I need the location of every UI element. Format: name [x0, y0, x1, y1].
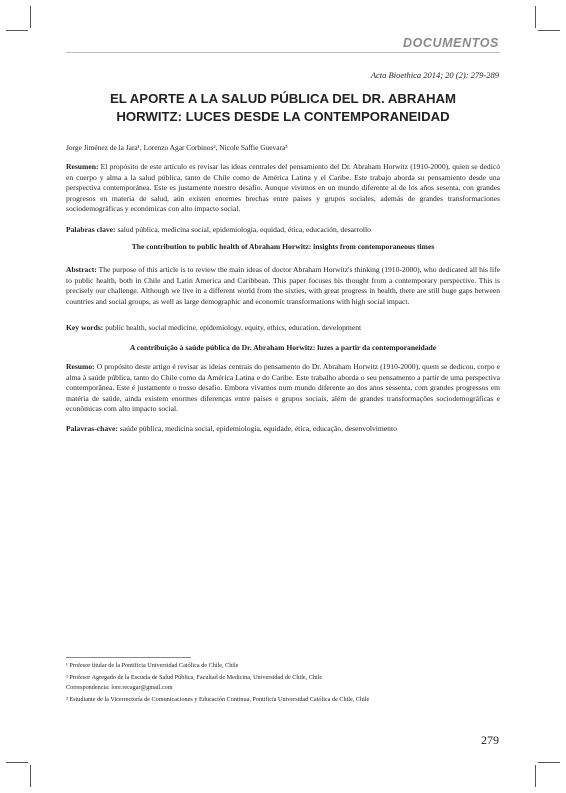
english-abstract — [66, 265, 500, 307]
title-line: HORWITZ: LUCES DESDE LA CONTEMPORANEIDAD — [116, 109, 450, 124]
keywords-lead: Key words: — [66, 323, 104, 332]
portuguese-title: A contribuição à saúde pública do Dr. Abraham Horwitz: luzes a partir da contemporaneidade — [129, 343, 437, 352]
crop-mark — [30, 6, 31, 28]
portuguese-keywords — [66, 424, 500, 435]
keywords-lead: Palavras-chave: — [66, 424, 118, 433]
section-label: DOCUMENTOS — [402, 36, 499, 50]
abstract-text: The purpose of this article is to review the main ideas of doctor Abraham Horwitz's thinking (1910-2000), who dedicated all his life to public health, both in Chile and Latin America and Caribbean. This paper focuses his thought from a contemporary perspective. This is precisely our challenge. Although we live in a different world from the sixties, with great progress in health, there are still huge gaps between countries and social groups, as well as large demographic and economic transformations with high social impact. — [66, 265, 500, 306]
spanish-keywords — [66, 225, 500, 236]
abstract-lead: Resumo: — [66, 362, 95, 371]
spanish-abstract — [66, 162, 500, 215]
english-title: The contribution to public health of Abraham Horwitz: insights from contemporaneous times — [131, 242, 435, 251]
portuguese-abstract — [66, 362, 500, 415]
footnote: ² Profesor Agregado de la Escuela de Salud Pública, Facultad de Medicina, Universidad de Chile, Chile — [66, 674, 323, 681]
crop-mark — [538, 30, 560, 31]
english-keywords — [66, 323, 500, 334]
crop-mark — [30, 765, 31, 787]
keywords-text: salud pública, medicina social, epidemiología, equidad, ética, educación, desarrollo — [117, 225, 371, 234]
footnote: ³ Estudiante de la Vicerrectoría de Comunicaciones y Educación Continua, Pontificia Universidad Católica de Chile, Chile — [66, 696, 370, 703]
crop-mark — [6, 762, 28, 763]
section-divider — [66, 52, 500, 53]
title-line: EL APORTE A LA SALUD PÚBLICA DEL DR. ABRAHAM — [109, 91, 457, 106]
keywords-lead: Palabras clave: — [66, 225, 116, 234]
crop-mark — [535, 765, 536, 787]
journal-citation: Acta Bioethica 2014; 20 (2): 279-289 — [370, 70, 499, 80]
crop-mark — [6, 30, 28, 31]
abstract-lead: Abstract: — [66, 265, 97, 274]
footnote-divider — [66, 657, 191, 658]
article-title — [66, 90, 500, 126]
abstract-lead: Resumen: — [66, 162, 99, 171]
keywords-text: saúde pública, medicina social, epidemiologia, equidade, ética, educação, desenvolvimento — [119, 424, 397, 433]
author-list: Jorge Jiménez de la Jara¹, Lorenzo Agar Corbinos², Nicole Saffie Guevara³ — [66, 143, 288, 152]
crop-mark — [538, 762, 560, 763]
page-number: 279 — [481, 733, 499, 747]
crop-mark — [535, 6, 536, 28]
footnote-contact: Correspondencia: lore.recagar@gmail.com — [66, 684, 173, 691]
abstract-text: El propósito de este artículo es revisar las ideas centrales del pensamiento del Dr. Abraham Horwitz (1910-2000), quien se dedicó en cuerpo y alma a la salud pública, tanto de Chile como de América Latina y el Caribe. Este trabajo aborda su pensamiento desde una perspectiva contemporánea. Este es justamente nuestro desafío. Aunque vivimos en un mundo diferente al de los años sesenta, con grandes progresos en materia de salud, aún existen enormes brechas entre países y grupos sociales, además de grandes transformaciones sociodemográficas y económicas con alto impacto social. — [66, 162, 501, 214]
keywords-text: public health, social medicine, epidemiology, equity, ethics, education, development — [105, 323, 362, 332]
footnote: ¹ Profesor titular de la Pontificia Universidad Católica de Chile, Chile — [66, 662, 239, 669]
abstract-text: O propósito deste artigo é revisar as ideias centrais do pensamento do Dr. Abraham Horwitz (1910-2000), quem se dedicou, corpo e alma à saúde pública, tanto do Chile como da América Latina e do Caribe. Este trabalho aborda o seu pensamento a partir de uma perspectiva contemporânea. Este é justamente o nosso desafio. Embora vivamos num mundo diferente ao dos anos sessenta, com grandes progressos em matéria de saúde, ainda existem enormes diferenças entre países e grupos sociais, além de grandes transformações sociodemográficas e econômicas com alto impacto social. — [66, 362, 500, 414]
